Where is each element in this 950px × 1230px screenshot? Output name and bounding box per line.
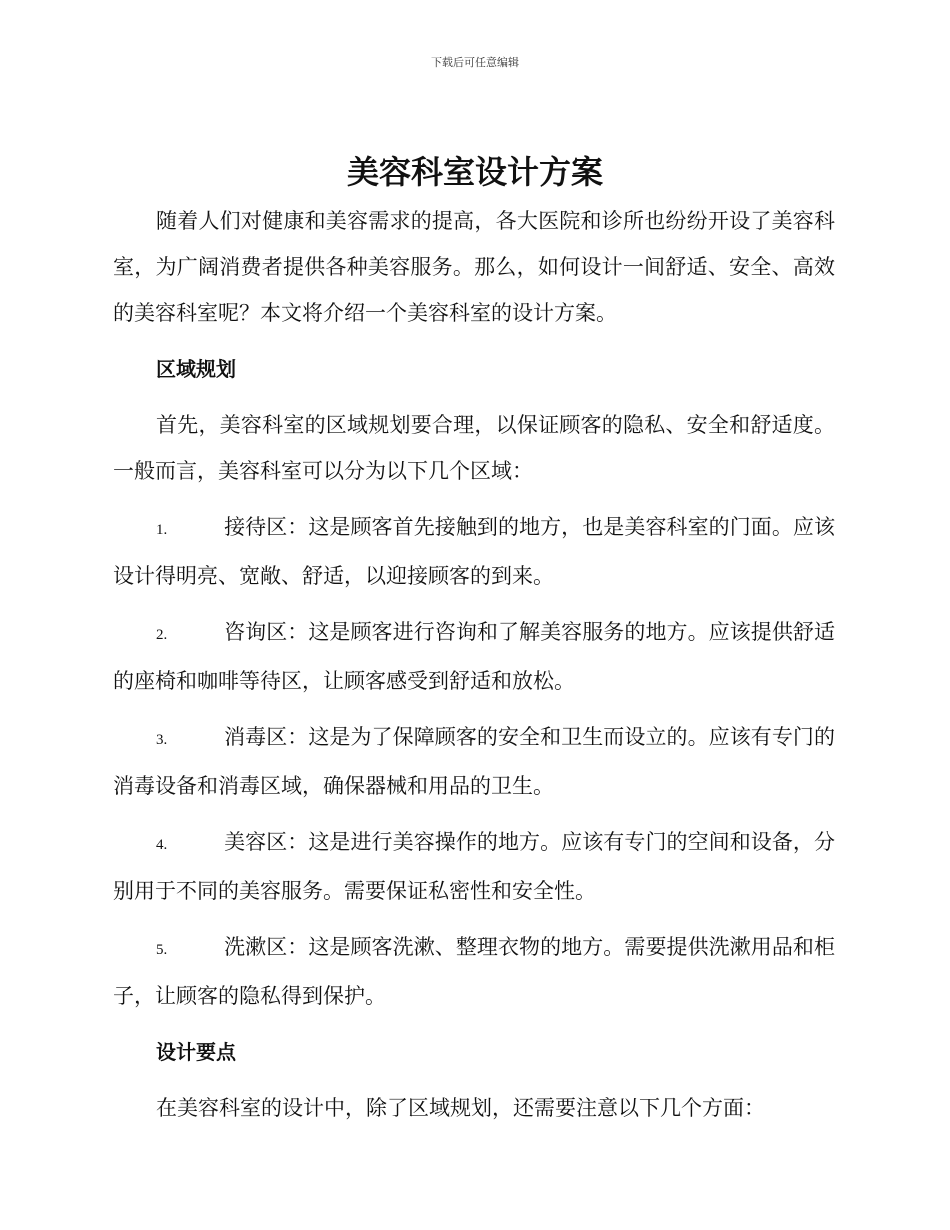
list-item-number: 3. — [156, 732, 168, 748]
list-item — [113, 609, 835, 704]
list-item-text: 咨询区：这是顾客进行咨询和了解美容服务的地方。应该提供舒适的座椅和咖啡等待区，让顾客感受到舒适和放松。 — [113, 620, 835, 693]
list-item-text: 接待区：这是顾客首先接触到的地方，也是美容科室的门面。应该设计得明亮、宽敞、舒适，以迎接顾客的到来。 — [113, 515, 835, 588]
design-points-paragraph: 在美容科室的设计中，除了区域规划，还需要注意以下几个方面： — [156, 1096, 765, 1120]
section-heading-design-points: 设计要点 — [156, 1040, 236, 1064]
list-item-number: 2. — [156, 627, 168, 643]
list-item-number: 1. — [156, 522, 168, 538]
list-item-text: 消毒区：这是为了保障顾客的安全和卫生而设立的。应该有专门的消毒设备和消毒区域，确保器械和用品的卫生。 — [113, 725, 835, 798]
list-item-number: 4. — [156, 837, 168, 853]
list-item — [113, 714, 835, 809]
header-note: 下载后可任意编辑 — [431, 56, 519, 69]
document-title: 美容科室设计方案 — [346, 153, 603, 191]
list-item-text: 洗漱区：这是顾客洗漱、整理衣物的地方。需要提供洗漱用品和柜子，让顾客的隐私得到保护。 — [113, 935, 835, 1008]
list-item — [113, 504, 835, 599]
list-item — [113, 924, 835, 1019]
document-body — [113, 198, 835, 1131]
zone-planning-paragraph: 首先，美容科室的区域规划要合理，以保证顾客的隐私、安全和舒适度。一般而言，美容科室可以分为以下几个区域： — [113, 413, 835, 483]
list-item — [113, 819, 835, 914]
intro-paragraph: 随着人们对健康和美容需求的提高，各大医院和诊所也纷纷开设了美容科室，为广阔消费者提供各种美容服务。那么，如何设计一间舒适、安全、高效的美容科室呢？本文将介绍一个美容科室的设计方案。 — [113, 209, 835, 325]
section-heading-zone-planning: 区域规划 — [156, 357, 236, 381]
list-item-text: 美容区：这是进行美容操作的地方。应该有专门的空间和设备，分别用于不同的美容服务。需要保证私密性和安全性。 — [113, 830, 835, 903]
list-item-number: 5. — [156, 942, 168, 958]
